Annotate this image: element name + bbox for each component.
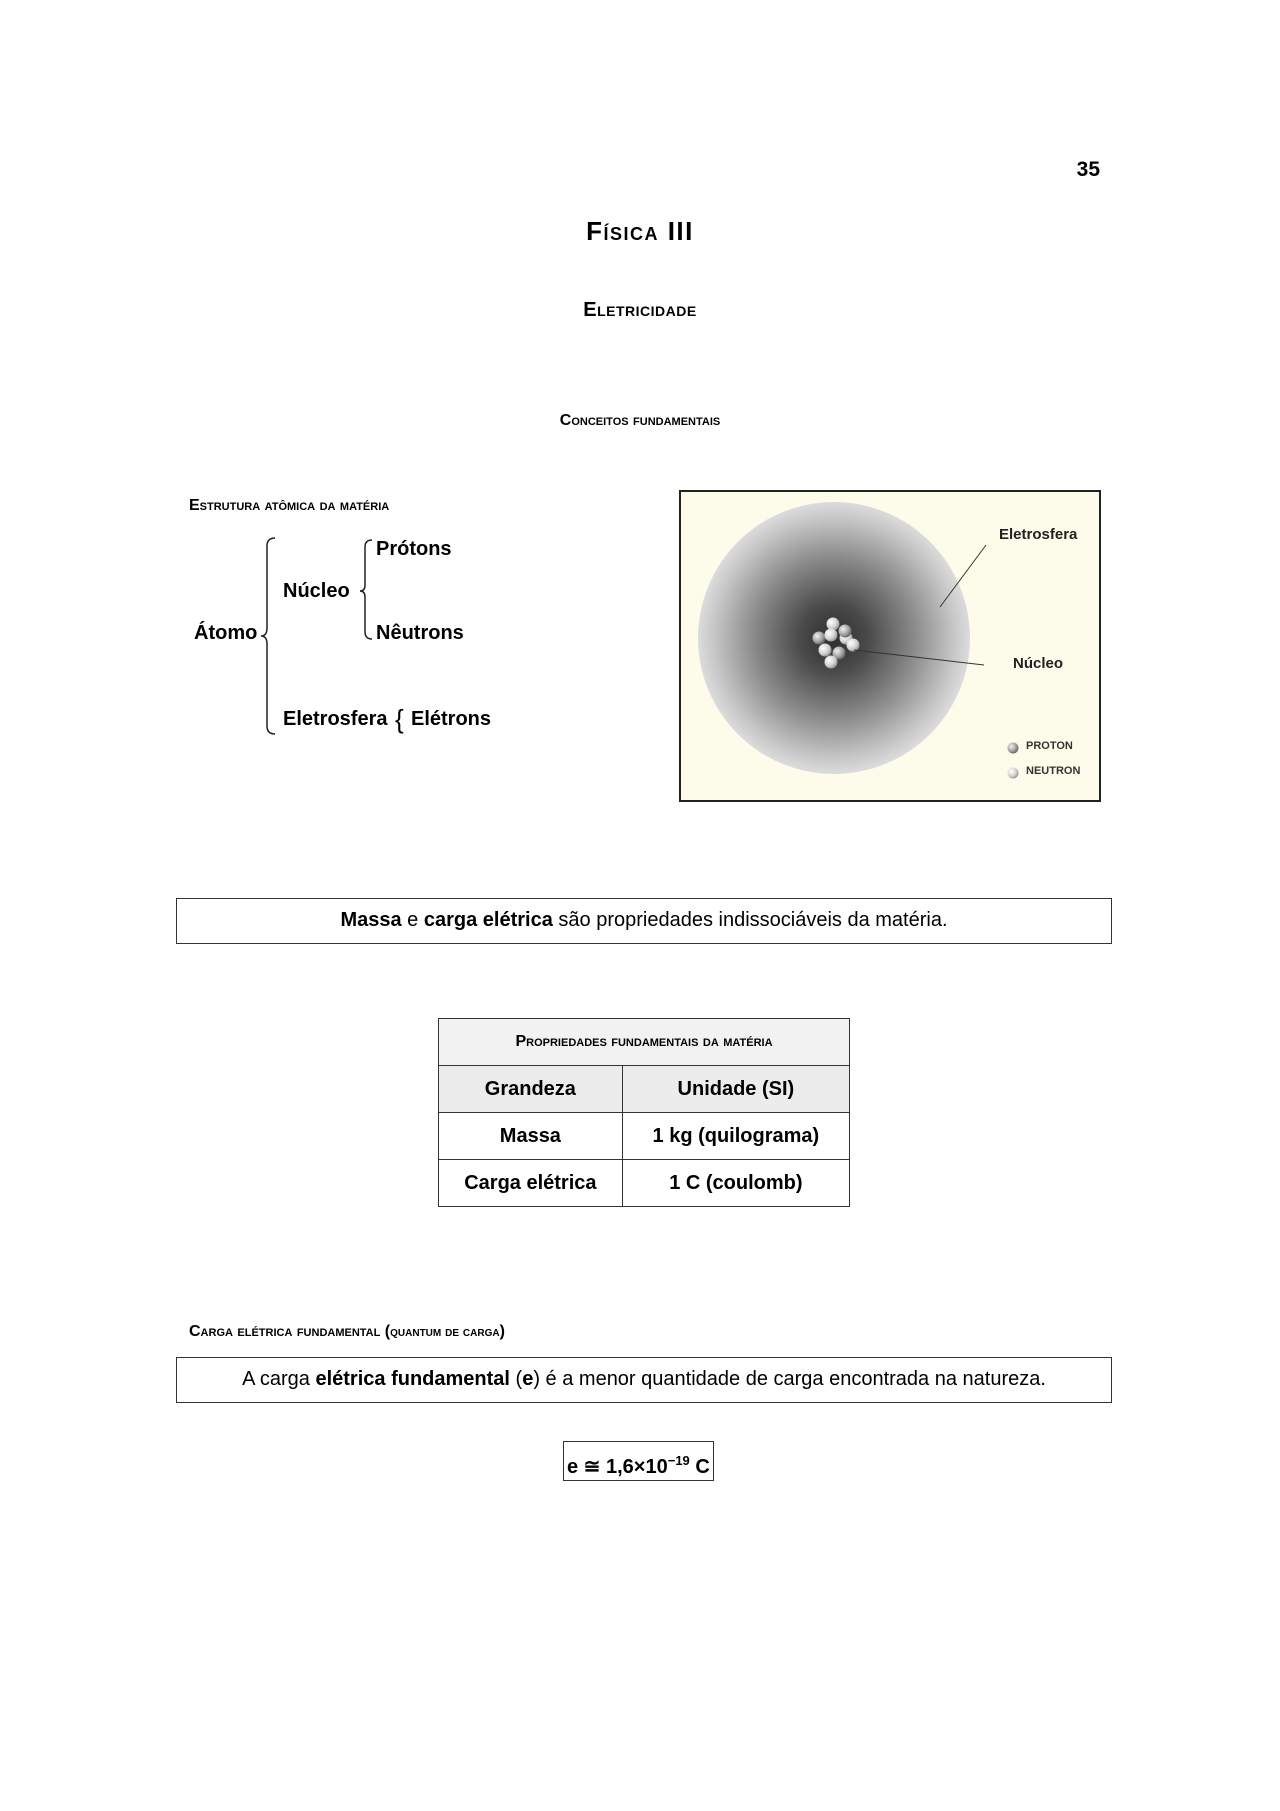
properties-table-caption: Propriedades fundamentais da matéria: [439, 1019, 850, 1066]
protons-label: Prótons: [376, 538, 452, 560]
statement-bold-mass: Massa: [340, 909, 402, 931]
fundamental-charge-heading: [189, 1323, 505, 1341]
figure-electrosphere-label: Eletrosfera: [999, 526, 1078, 543]
legend-proton-label: PROTON: [1026, 740, 1073, 752]
mass-charge-statement: [176, 898, 1112, 944]
section-title: [0, 412, 1280, 430]
fundamental-charge-statement: [176, 1357, 1112, 1403]
fc-sentence-pre: A carga: [242, 1368, 316, 1390]
atom-label: Átomo: [194, 622, 258, 644]
fc-sentence-symbol: e: [522, 1368, 534, 1390]
statement-text-1: e: [401, 909, 424, 931]
fc-sentence-mid2: ) é a menor quantidade de carga encontrada na natureza.: [533, 1368, 1046, 1390]
cell-quantity: Carga elétrica: [439, 1160, 623, 1207]
electrons-label: Elétrons: [411, 708, 492, 730]
formula-unit: C: [689, 1456, 710, 1478]
page-title: [0, 216, 1280, 247]
subtitle-text: Eletricidade: [583, 299, 697, 321]
statement-bold-charge: carga elétrica: [423, 909, 553, 931]
table-row: [439, 1160, 850, 1207]
fundamental-heading-part1: Carga elétrica fundamental (: [189, 1323, 391, 1340]
proton-legend-icon: [1008, 743, 1019, 754]
fc-sentence-mid1: (: [509, 1368, 523, 1390]
page-number: 35: [1076, 158, 1100, 181]
fundamental-heading-part3: ): [499, 1323, 505, 1340]
electrons-brace: {: [395, 704, 404, 734]
atomic-structure-heading: Estrutura atômica da matéria: [189, 497, 390, 514]
atom-brace: [261, 538, 275, 734]
atom-figure: [679, 490, 1101, 802]
properties-table: [438, 1018, 850, 1207]
properties-table-header-row: [439, 1066, 850, 1113]
formula-main: e ≅ 1,6×10: [567, 1456, 668, 1478]
neutrons-label: Nêutrons: [376, 622, 464, 644]
fc-sentence-bold: elétrica fundamental: [315, 1368, 510, 1390]
fundamental-heading-part2: quantum de carga: [390, 1323, 500, 1339]
header-unit: Unidade (SI): [622, 1066, 849, 1113]
legend-neutron-label: NEUTRON: [1026, 765, 1081, 777]
electrosphere-label: Eletrosfera: [283, 708, 388, 730]
nucleus-brace: [360, 540, 372, 639]
header-quantity: Grandeza: [439, 1066, 623, 1113]
cell-quantity: Massa: [439, 1113, 623, 1160]
figure-nucleus-label: Núcleo: [1013, 655, 1064, 672]
neutron-legend-icon: [1008, 768, 1019, 779]
cell-unit: 1 C (coulomb): [622, 1160, 849, 1207]
section-title-text: Conceitos fundamentais: [559, 412, 721, 429]
page-subtitle: [0, 299, 1280, 322]
elementary-charge-formula: [563, 1441, 714, 1481]
nucleus-label: Núcleo: [283, 580, 350, 602]
cell-unit: 1 kg (quilograma): [622, 1113, 849, 1160]
table-row: [439, 1113, 850, 1160]
formula-exponent: −19: [667, 1453, 690, 1468]
title-text: Física III: [586, 216, 694, 246]
statement-text-2: são propriedades indissociáveis da matéria.: [552, 909, 948, 931]
